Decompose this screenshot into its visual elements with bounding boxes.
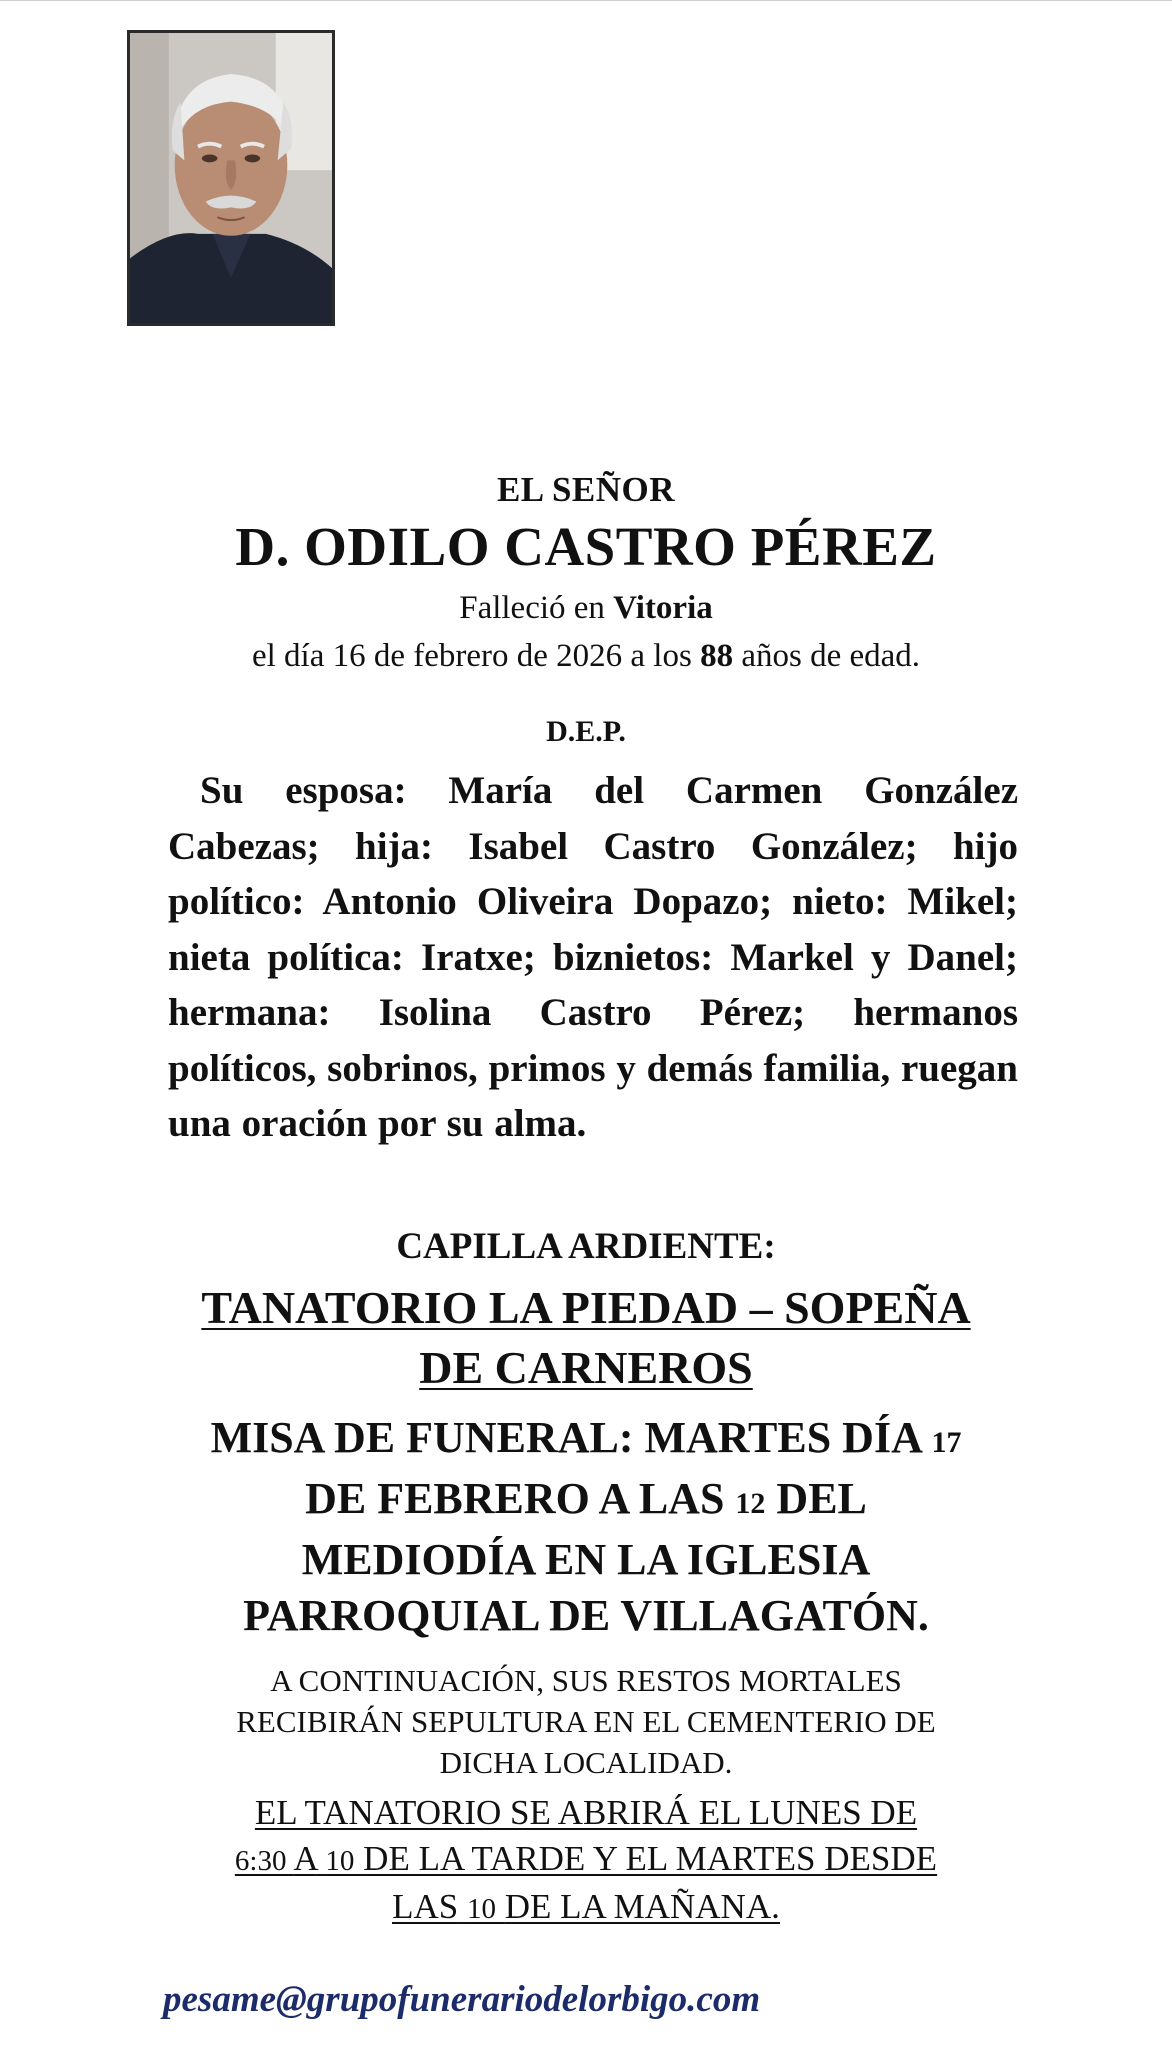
tanatorio-line-2: DE CARNEROS: [419, 1342, 753, 1393]
burial-info: [0, 1660, 1172, 1783]
opening-line-3: [0, 1884, 1172, 1932]
death-date-line: [0, 638, 1172, 675]
death-place: Vitoria: [613, 590, 713, 626]
opening-start-time: 6:30: [234, 1845, 287, 1877]
dep-label: D.E.P.: [546, 715, 626, 748]
misa-line-2: [0, 1471, 1172, 1532]
death-date-suffix: años de edad.: [741, 638, 921, 674]
tanatorio-location: [0, 1278, 1172, 1398]
burial-line-3: DICHA LOCALIDAD.: [439, 1745, 733, 1780]
salutation: EL SEÑOR: [496, 470, 676, 509]
misa-line-4: PARROQUIAL DE VILLAGATÓN.: [243, 1591, 929, 1640]
opening-line-1-text: EL TANATORIO SE ABRIRÁ EL LUNES DE: [254, 1793, 918, 1832]
opening-line-3-text-b: DE LA MAÑANA.: [504, 1887, 780, 1926]
funeral-mass-info: [0, 1410, 1172, 1644]
burial-line-2: RECIBIRÁN SEPULTURA EN EL CEMENTERIO DE: [236, 1704, 936, 1739]
opening-line-3-text-a: LAS: [392, 1887, 459, 1926]
tanatorio-line-1: TANATORIO LA PIEDAD – SOPEÑA: [201, 1282, 971, 1333]
burial-line-1: A CONTINUACIÓN, SUS RESTOS MORTALES: [270, 1663, 902, 1698]
opening-line-1: [0, 1790, 1172, 1836]
misa-line-1: [0, 1410, 1172, 1471]
deceased-name: D. ODILO CASTRO PÉREZ: [235, 516, 937, 577]
opening-line-2: [0, 1836, 1172, 1884]
death-date-prefix: el día 16 de febrero de 2026 a los: [251, 638, 692, 674]
opening-line-2-text-b: DE LA TARDE Y EL MARTES DESDE: [363, 1839, 938, 1878]
opening-end-hour: 10: [325, 1845, 355, 1877]
misa-day-number: 17: [931, 1426, 962, 1459]
top-divider: [0, 0, 1172, 1]
capilla-heading: CAPILLA ARDIENTE:: [396, 1226, 776, 1267]
misa-line-3: MEDIODÍA EN LA IGLESIA: [301, 1535, 871, 1584]
misa-hour-number: 12: [735, 1487, 766, 1520]
portrait-photo: [127, 30, 335, 326]
opening-line-2-text-a: A: [293, 1839, 317, 1878]
death-place-prefix: Falleció en: [459, 590, 605, 626]
opening-hours-info: [0, 1790, 1172, 1932]
death-place-line: [0, 590, 1172, 627]
portrait-image: [130, 33, 332, 323]
opening-tuesday-hour: 10: [466, 1893, 496, 1925]
misa-line-2-text-b: DEL: [776, 1474, 867, 1523]
family-paragraph: Su esposa: María del Carmen González Cabezas; hija: Isabel Castro González; hijo político: Antonio Oliveira Dopazo; nieto: Mikel; nieta política: Iratxe; biznietos: Markel y Danel; hermana: Isolina Castro Pérez; hermanos políticos, sobrinos, primos y demás familia, ruegan una oración por su alma.: [168, 769, 1018, 1145]
misa-line-1-text: MISA DE FUNERAL: MARTES DÍA: [210, 1413, 921, 1462]
death-age: 88: [700, 638, 734, 674]
misa-line-2-text-a: DE FEBRERO A LAS: [305, 1474, 725, 1523]
condolence-email: pesame@grupofunerariodelorbigo.com: [163, 1979, 761, 2020]
